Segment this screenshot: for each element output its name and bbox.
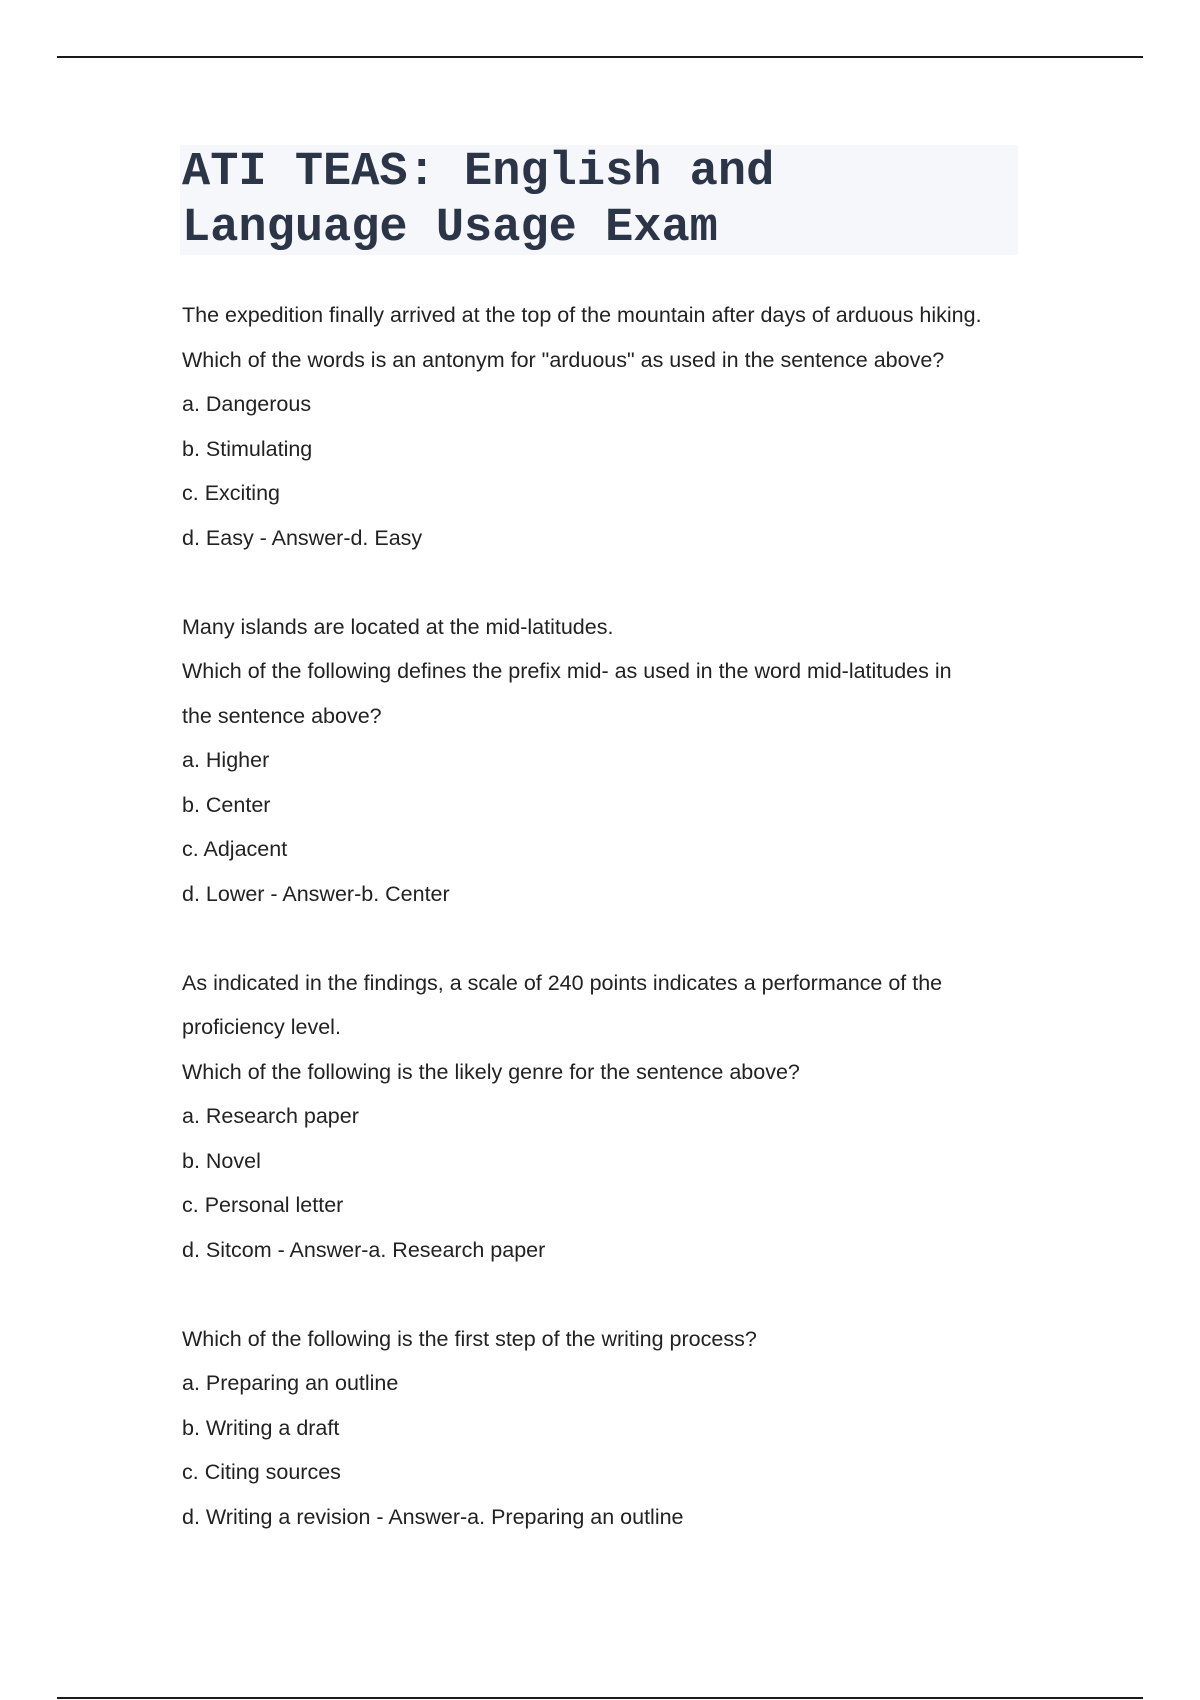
answer-option: a. Dangerous: [182, 392, 312, 416]
answer-option: b. Writing a draft: [182, 1415, 340, 1440]
question-text: Many islands are located at the mid-latitudes.: [182, 614, 614, 639]
question-text: The expedition finally arrived at the top of the mountain after days of arduous hiking.: [182, 303, 982, 327]
question-block: [182, 1317, 1042, 1540]
question-prompt-continued: the sentence above?: [182, 703, 382, 728]
question-text-continued: proficiency level.: [182, 1015, 341, 1039]
question-prompt: Which of the words is an antonym for "arduous" as used in the sentence above?: [182, 347, 945, 372]
question-text: As indicated in the findings, a scale of 240 points indicates a performance of the: [182, 970, 943, 995]
answer-option: b. Stimulating: [182, 436, 313, 461]
answer-option: a. Research paper: [182, 1104, 359, 1128]
question-prompt: Which of the following defines the prefix mid- as used in the word mid-latitudes in: [182, 659, 952, 683]
question-prompt: Which of the following is the likely genre for the sentence above?: [182, 1059, 800, 1084]
spacer: [182, 560, 1042, 605]
answer-option-with-key: d. Writing a revision - Answer-a. Preparing an outline: [182, 1504, 684, 1529]
spacer: [182, 1272, 1042, 1317]
spacer: [182, 916, 1042, 961]
question-prompt: Which of the following is the first step of the writing process?: [182, 1326, 757, 1351]
answer-option: b. Novel: [182, 1148, 261, 1173]
question-list: [182, 293, 1042, 1539]
answer-option: b. Center: [182, 792, 271, 817]
answer-option-with-key: d. Easy - Answer-d. Easy: [182, 525, 423, 550]
answer-option: a. Preparing an outline: [182, 1371, 399, 1395]
question-block: [182, 961, 1042, 1273]
answer-option: c. Personal letter: [182, 1193, 344, 1217]
answer-option: c. Exciting: [182, 481, 280, 505]
title-block: [180, 145, 1018, 255]
page-title: ATI TEAS: English and Language Usage Exam: [182, 146, 775, 255]
question-block: [182, 605, 1042, 917]
answer-option: c. Adjacent: [182, 837, 288, 861]
question-block: [182, 293, 1042, 560]
answer-option-with-key: d. Sitcom - Answer-a. Research paper: [182, 1237, 546, 1262]
top-divider: [57, 56, 1143, 58]
bottom-divider: [57, 1697, 1143, 1699]
answer-option: a. Higher: [182, 748, 270, 772]
answer-option-with-key: d. Lower - Answer-b. Center: [182, 881, 450, 906]
answer-option: c. Citing sources: [182, 1460, 341, 1484]
